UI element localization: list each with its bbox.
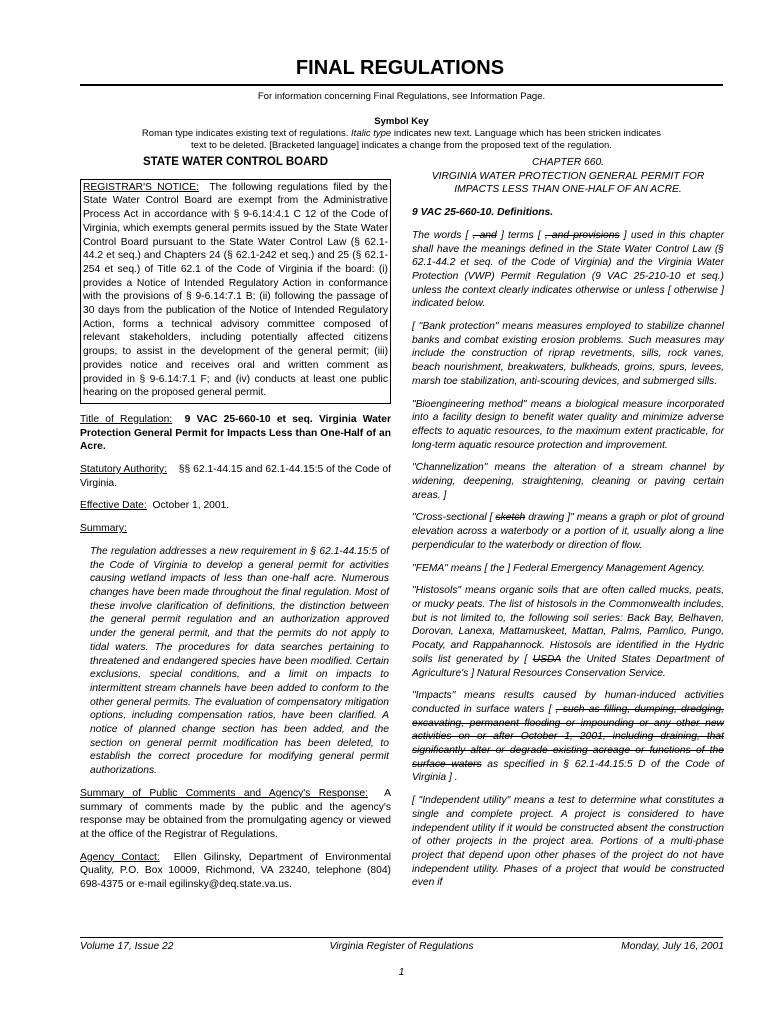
summary-label: Summary: bbox=[80, 523, 127, 535]
cross-a: "Cross-sectional [ bbox=[412, 512, 493, 524]
defs-strike-2: , and provisions bbox=[544, 229, 620, 241]
effective-label: Effective Date: bbox=[80, 500, 147, 512]
symbol-key-line-1 bbox=[80, 128, 723, 140]
contact-text: Ellen Gilinsky, Department of Environmental Quality, P.O. Box 10009, Richmond, VA 23240, telephone (804) 698-4375 or e-mail egilinsky@deq.state.va.us. bbox=[80, 851, 391, 891]
page-number: 1 bbox=[398, 967, 405, 978]
histo-strike: USDA bbox=[532, 653, 561, 665]
agency-contact bbox=[80, 851, 391, 892]
title-label: Title of Regulation: bbox=[80, 413, 173, 425]
contact-label: Agency Contact: bbox=[80, 851, 160, 863]
impacts-b: as specified in § 62.1-44.15:5 D of the Code of Virginia ] . bbox=[412, 758, 724, 784]
def-histosols bbox=[412, 584, 724, 680]
registrar-notice-text: The following regulations filed by the State Water Control Board are exempt from the Administrative Process Act in accordance with § 9-6.14:4.1 C 12 of the Code of Virginia, which exempts general permits issued by the State Water Control Board pursuant to the State Water Control Law (§ 62.1-44.2 et seq.) and Chapters 24 (§ 62.1-242 et seq.) and 25 (§ 62.1-254 et seq.) of Title 62.1 of the Code of Virginia if the board: (i) provides a Notice of Intended Regulatory Action in conformance with the provisions of § 9-6.14:7.1 B; (ii) following the passage of 30 days from the publication of the Notice of Intended Regulatory Action, forms a technical advisory committee composed of relevant stakeholders, including potentially affected citizens groups, to assist in the development of the general permit; (iii) provides notice and receives oral and written comment as provided in § 9-6.14:7.1 F; and (iv) conducts at least one public hearing on the proposed general permit. bbox=[83, 181, 388, 399]
footer-volume: Volume 17, Issue 22 bbox=[80, 941, 174, 952]
def-bioengineering: "Bioengineering method" means a biological measure incorporated into a facility design to benefit water quality and minimize adverse effects to aquatic resources, to the maximum extent practicable, for long-term aquatic resource protection and improvement. bbox=[412, 398, 724, 451]
defs-c: ] used in this chapter shall have the meanings defined in the State Water Control Law (§ 62.1-44.2 et seq. of the Code of Virginia) and the Virginia Water Protection (VWP) Permit Regulation (9 VAC 25-210-10 et seq.) unless the context clearly indicates otherwise or unless [ otherwise ] indicated below. bbox=[412, 229, 725, 310]
definitions-intro bbox=[412, 229, 724, 311]
footer-register: Virginia Register of Regulations bbox=[329, 941, 474, 952]
defs-a: The words [ bbox=[412, 229, 469, 241]
footer-rule bbox=[80, 937, 723, 938]
agency-heading: STATE WATER CONTROL BOARD bbox=[142, 156, 329, 168]
symbol-key-line-2: text to be deleted. [Bracketed language] indicates a change from the proposed text of the regulation. bbox=[191, 140, 612, 151]
effective-date bbox=[80, 499, 391, 513]
cross-b: drawing ]" means a graph or plot of ground elevation across a waterbody or a portion of it, usually along a line perpendicular to the waterbody or direction of flow. bbox=[412, 512, 724, 551]
cross-strike: sketch bbox=[495, 512, 526, 524]
symbol-key-title: Symbol Key bbox=[374, 116, 429, 127]
section-heading: 9 VAC 25-660-10. Definitions. bbox=[412, 207, 554, 219]
public-comments bbox=[80, 787, 391, 842]
footer-date: Monday, July 16, 2001 bbox=[621, 941, 724, 952]
comments-label: Summary of Public Comments and Agency's Response: bbox=[80, 787, 368, 799]
info-line: For information concerning Final Regulations, see Information Page. bbox=[257, 91, 546, 102]
symbol-key-1a: Roman type indicates existing text of regulations. bbox=[141, 128, 349, 139]
defs-strike-1: , and bbox=[472, 229, 497, 241]
page-title: FINAL REGULATIONS bbox=[295, 57, 505, 79]
def-channelization: "Channelization" means the alteration of a stream channel by widening, deepening, straightening, cleaning or paving certain areas. ] bbox=[412, 462, 724, 501]
def-fema: "FEMA" means [ the ] Federal Emergency Management Agency. bbox=[412, 562, 705, 574]
left-column bbox=[80, 156, 391, 892]
impacts-a: "Impacts" means results caused by human-induced activities conducted in surface waters [ bbox=[412, 690, 724, 715]
symbol-key-1b: Italic type bbox=[351, 128, 392, 139]
def-independent-utility: [ "Independent utility" means a test to determine what constitutes a single and complete project. A project is considered to have independent utility if it would be constructed absent the construction of other projects in the project area. Portions of a multi-phase project that depend upon other phases of the project do not have independent utility. Phases of a project that would be constructed even if bbox=[412, 795, 724, 889]
authority-label: Statutory Authority: bbox=[80, 464, 168, 476]
header-rule bbox=[80, 84, 723, 86]
def-impacts bbox=[412, 689, 724, 785]
def-cross-sectional bbox=[412, 511, 724, 552]
comments-text: A summary of comments made by the public and the agency's response may be obtained from the promulgating agency or viewed at the office of the Registrar of Regulations. bbox=[80, 787, 391, 840]
impacts-strike: , such as filling, dumping, dredging, excavating, permanent flooding or impounding or any other new activities on or after October 1, 2001, including draining, that significantly alter or degrade existing acreage or functions of the surface waters bbox=[412, 703, 724, 770]
registrar-notice-box bbox=[80, 179, 391, 404]
right-column bbox=[412, 156, 724, 890]
histo-a: "Histosols" means organic soils that are often called mucks, peats, or mucky peats. The list of histosols in the Commonwealth includes, but is not limited to, the following soil series: Back Bay, Belhaven, Dorovan, Lanexa, Mattamuskeet, Mattan, Palms, Pamlico, Pungo, Pocaty, and Rappahannock. Histosols are identified in the Hydric soils list generated by [ bbox=[412, 585, 724, 665]
title-of-regulation bbox=[80, 413, 391, 454]
defs-b: ] terms [ bbox=[500, 229, 541, 241]
histo-b: the United States Department of Agriculture's ] Natural Resources Conservation Service. bbox=[412, 653, 724, 679]
title-text: 9 VAC 25-660-10 et seq. Virginia Water Protection General Permit for Impacts Less than One-Half of an Acre. bbox=[80, 413, 391, 453]
effective-text: October 1, 2001. bbox=[152, 500, 230, 512]
summary-text: The regulation addresses a new requirement in § 62.1-44.15:5 of the Code of Virginia to develop a general permit for activities causing wetland impacts of less than one-half acre. Numerous changes have been made throughout the final regulation. Most of these involve clarification of definitions, the distinction between the general permit regulation and an authorization approved under the general permit, and that the permits do not apply to tidal waters. The procedures for data searches pertaining to threatened and endangered species have been modified. Certain exclusions, special conditions, and a limit on impacts to intermittent stream channels have been added to conform to the other general permits. The evaluation of compensatory mitigation options, including compensation ratios, have been clarified. A notice of planned change section has been added, and the section on general permit modification has been deleted, to establish the correct procedure for modifying general permit authorizations. bbox=[90, 545, 389, 777]
def-bank-protection: [ "Bank protection" means measures employed to stabilize channel banks and combat existing erosion problems. Such measures may include the construction of riprap revetments, sills, rock vanes, beach nourishment, breakwaters, bulkheads, groins, spurs, levees, marsh toe stabilization, anti-scouring devices, and submerged sills. bbox=[412, 321, 724, 387]
symbol-key bbox=[80, 116, 723, 152]
statutory-authority bbox=[80, 463, 391, 490]
authority-text: §§ 62.1-44.15 and 62.1-44.15:5 of the Code of Virginia. bbox=[80, 464, 391, 489]
registrar-notice-label: REGISTRAR'S NOTICE: bbox=[83, 181, 199, 193]
symbol-key-1c: indicates new text. Language which has been stricken indicates bbox=[393, 128, 662, 139]
chapter-title: VIRGINIA WATER PROTECTION GENERAL PERMIT FOR IMPACTS LESS THAN ONE-HALF OF AN ACRE. bbox=[431, 170, 705, 196]
chapter-number: CHAPTER 660. bbox=[531, 157, 605, 168]
